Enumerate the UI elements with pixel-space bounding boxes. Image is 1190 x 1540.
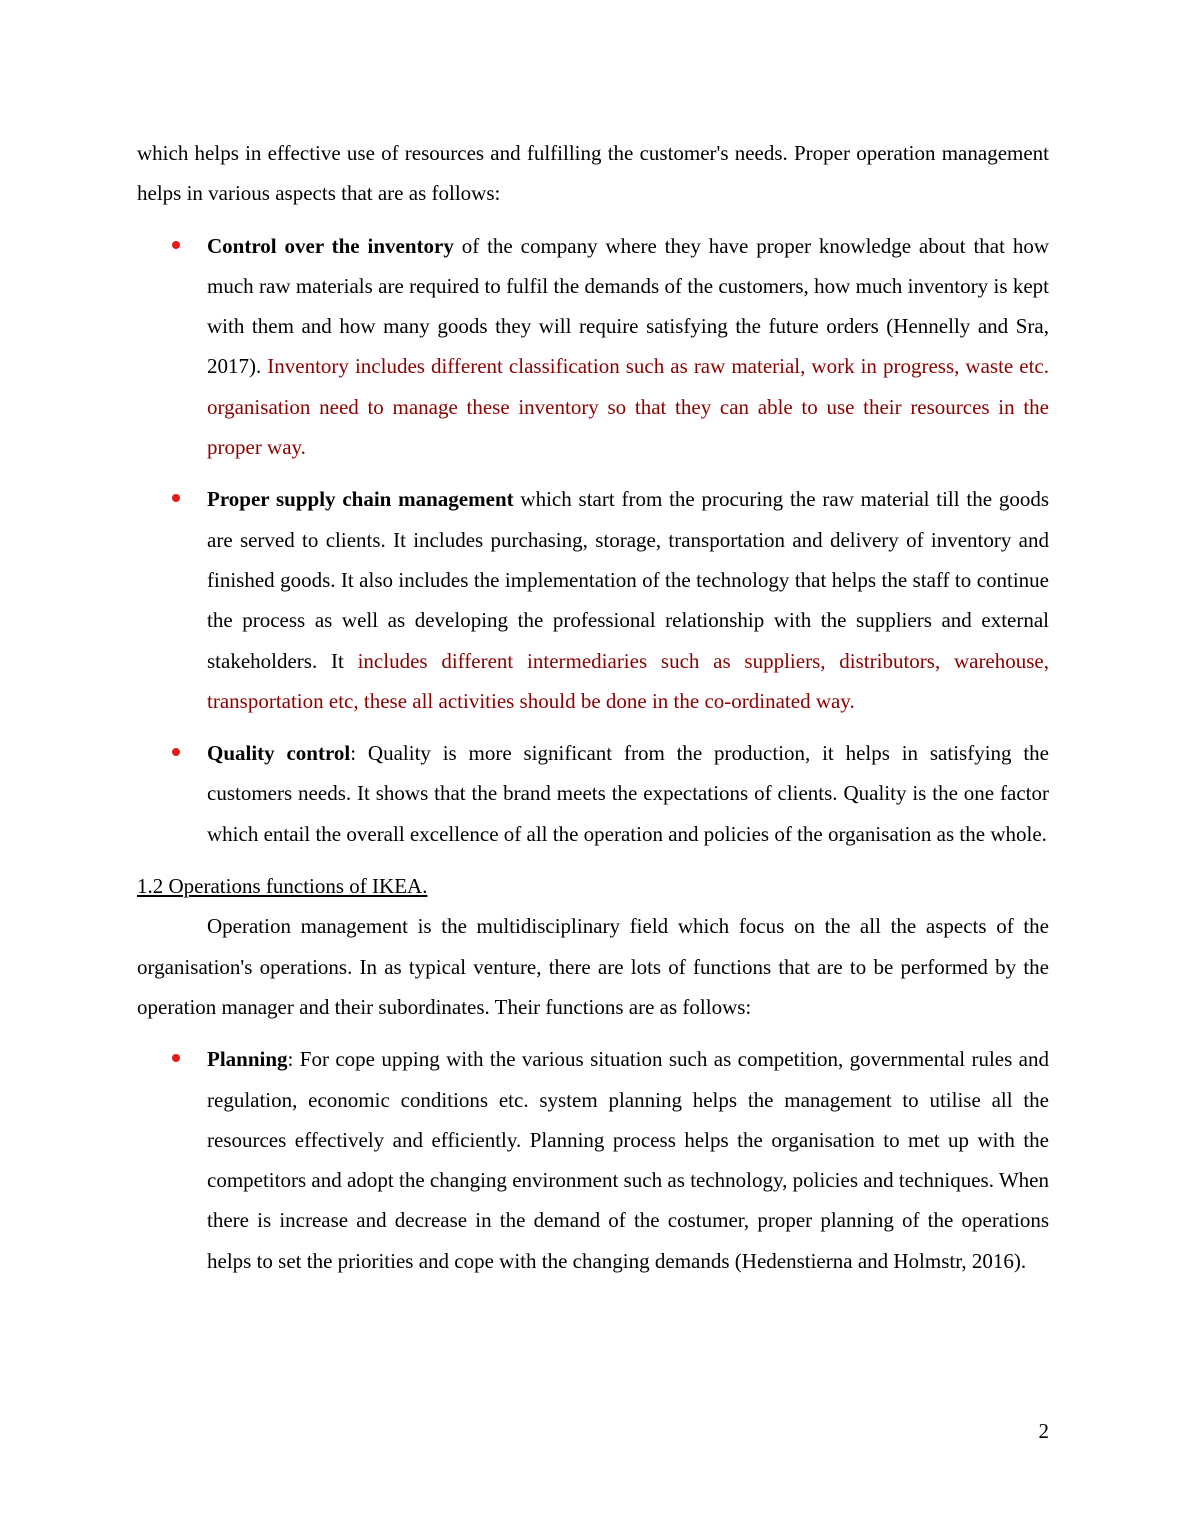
- bullet-dot-icon: [172, 494, 180, 502]
- bullet-highlight-text: includes different intermediaries such as suppliers, distributors, warehouse, transportation etc, these all activities should be done in the co-ordinated way.: [207, 648, 1049, 713]
- page-number: 2: [1038, 1419, 1049, 1443]
- bullet-bold-term: Planning: [207, 1047, 288, 1072]
- bullet-bold-term: Proper supply chain management: [207, 487, 514, 512]
- bullet-text: which start from the procuring the raw material till the goods are served to clients. It includes purchasing, storage, transportation and delivery of inventory and finished goods. It also includes the implementation of the technology that helps the staff to continue the process as well as developing the professional relationship with the suppliers and external stakeholders. It: [207, 487, 1050, 673]
- bullet-text: : For cope upping with the various situation such as competition, governmental rules and regulation, economic conditions etc. system planning helps the management to utilise all the resources effectively and efficiently. Planning process helps the organisation to met up with the competitors and adopt the changing environment such as technology, policies and techniques. When there is increase and decrease in the demand of the costumer, proper planning of the operations helps to set the priorities and cope with the changing demands (Hedenstierna and Holmstr, 2016).: [207, 1047, 1049, 1273]
- bullet-paragraph: [207, 733, 1049, 854]
- bullet-dot-icon: [172, 748, 180, 756]
- bullet-text: : Quality is more significant from the production, it helps in satisfying the customers needs. It shows that the brand meets the expectations of clients. Quality is the one factor which entail the overall excellence of all the operation and policies of the organisation as the whole.: [207, 741, 1049, 846]
- bullet-text: of the company where they have proper knowledge about that how much raw materials are required to fulfil the demands of the customers, how much inventory is kept with them and how many goods they will require satisfying the future orders (Hennelly and Sra, 2017).: [207, 233, 1049, 379]
- bullet-bold-term: Control over the inventory: [207, 233, 454, 258]
- functions-bullet-list: [137, 1039, 1049, 1281]
- bullet-dot-icon: [172, 241, 180, 249]
- bullet-dot-icon: [172, 1054, 180, 1062]
- bullet-item-supply-chain: [137, 479, 1049, 721]
- bullet-paragraph: [207, 479, 1049, 721]
- bullet-paragraph: [207, 1039, 1049, 1281]
- intro-paragraph: which helps in effective use of resources and fulfilling the customer's needs. Proper operation management helps in various aspects that are as follows:: [137, 141, 1049, 206]
- bullet-paragraph: [207, 226, 1049, 468]
- bullet-bold-term: Quality control: [207, 741, 351, 766]
- section-paragraph: Operation management is the multidisciplinary field which focus on the all the aspects of the organisation's operations. In as typical venture, there are lots of functions that are to be performed by the operation manager and their subordinates. Their functions are as follows:: [137, 914, 1049, 1019]
- bullet-item-planning: [137, 1039, 1049, 1281]
- bullet-item-quality-control: [137, 733, 1049, 854]
- bullet-item-inventory: [137, 226, 1049, 468]
- section-heading: 1.2 Operations functions of IKEA.: [137, 874, 428, 899]
- document-page: [137, 133, 1049, 1293]
- bullet-highlight-text: Inventory includes different classification such as raw material, work in progress, waste etc. organisation need to manage these inventory so that they can able to use their resources in the proper way.: [207, 354, 1049, 460]
- aspects-bullet-list: [137, 226, 1049, 854]
